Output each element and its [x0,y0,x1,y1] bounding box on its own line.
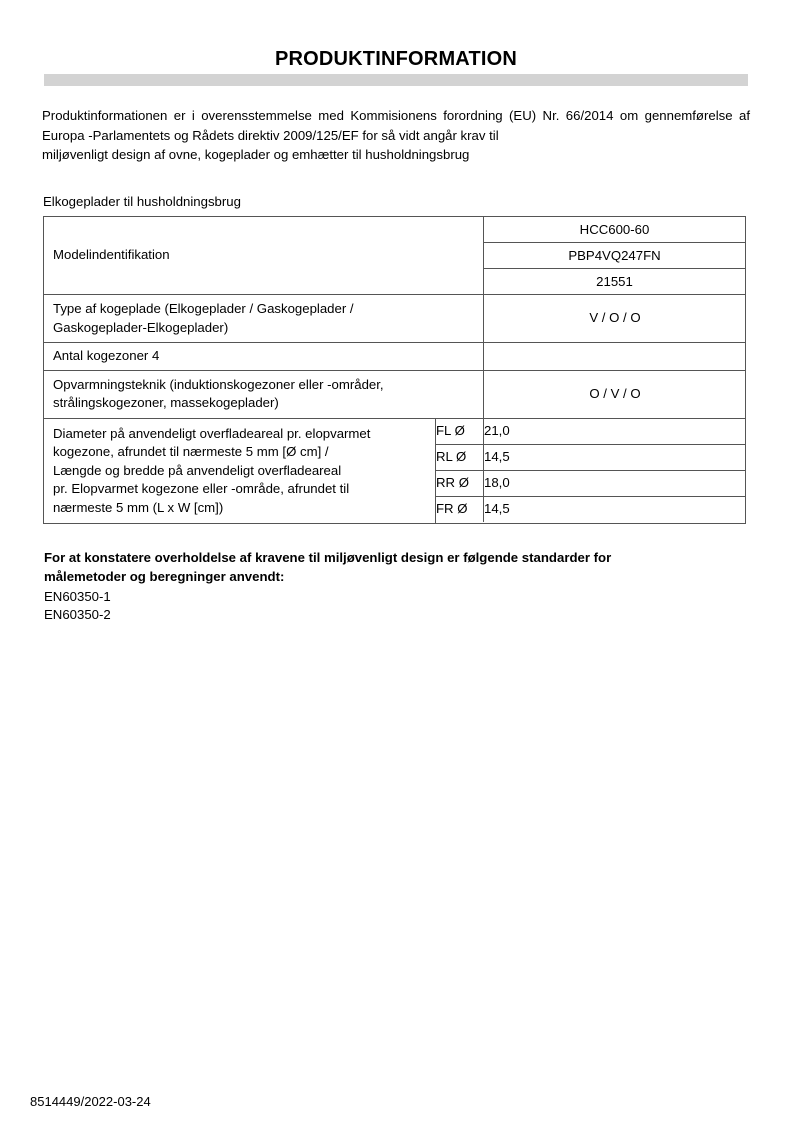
intro-line-1: Produktinformationen er i overensstemmelse med Kommisionens forordning (EU) Nr. 66/2014 [42,108,614,123]
zone-tag-front-right: FR Ø [436,496,484,522]
section-caption: Elkogeplader til husholdningsbrug [43,194,241,209]
table-row-zone-diameter [44,418,746,524]
zone-tag-rear-right: RR Ø [436,470,484,496]
zone-diameter-label-line-4: pr. Elopvarmet kogezone eller -område, afrundet til [53,481,350,497]
zone-value-front-right: 14,5 [484,501,510,516]
zone-tag-rear-left: RL Ø [436,444,484,470]
model-identification-value-1: HCC600-60 [484,217,745,243]
zone-diameter-value-list [436,419,745,522]
model-identification-value-3: 21551 [596,273,633,289]
zone-count-value [484,343,745,370]
hob-type-label-line-2: Gaskogeplader-Elkogeplader) [53,319,229,335]
page-title: PRODUKTINFORMATION [274,48,518,70]
table-row [436,419,745,445]
cell-zone-diameter-values [436,419,745,524]
zone-diameter-label-line-2: kogezone, afrundet til nærmeste 5 mm [Ø cm] / [53,444,329,460]
cell-zone-count-label [44,343,484,371]
intro-line-3: miljøvenligt design af ovne, kogeplader og emhætter til husholdningsbrug [42,147,470,162]
zone-diameter-label-line-1: Diameter på anvendeligt overfladeareal pr. elopvarmet [53,425,371,441]
table-row-model-identification [44,217,746,295]
zone-value-front-left: 21,0 [484,419,746,445]
table-row [436,444,745,470]
zone-tag-front-left: FL Ø [436,419,484,445]
hob-type-label-line-1: Type af kogeplade (Elkogeplader / Gaskogeplader / [53,301,354,316]
heating-technology-label-line-2: strålingskogezoner, massekogeplader) [53,395,279,410]
cell-zone-diameter-label [44,419,436,524]
footer-document-reference: 8514449/2022-03-24 [30,1094,151,1109]
standard-item-2: EN60350-2 [44,606,111,622]
cell-heating-technology-label [44,370,484,418]
table-row-heating-technology [44,370,746,418]
model-identification-label: Modelindentifikation [53,247,170,263]
table-row-zone-count [44,343,746,371]
heating-technology-value: O / V / O [589,385,641,401]
list-item [484,269,745,295]
standards-list [44,588,111,623]
standards-heading-line-2: målemetoder og beregninger anvendt: [44,569,285,584]
specifications-table [43,216,746,524]
cell-zone-diameter [44,418,746,524]
table-row [436,496,745,522]
heating-technology-label-line-1: Opvarmningsteknik (induktionskogezoner eller -områder, [53,376,384,392]
list-item [484,243,745,269]
list-item [484,217,745,243]
standard-item-1: EN60350-1 [44,589,111,604]
model-identification-value-list [484,217,745,294]
table-row-hob-type [44,295,746,343]
table-row [436,470,745,496]
cell-hob-type-value [484,295,746,343]
cell-model-identification-label [44,217,484,295]
intro-paragraph [42,106,750,165]
cell-hob-type-label [44,295,484,343]
zone-value-rear-right: 18,0 [484,470,746,496]
intro-line-2: om gennemførelse af Europa -Parlamentets og Rådets direktiv 2009/125/EF for så vidt angår krav til [42,108,750,143]
zone-value-rear-left: 14,5 [484,444,746,470]
zone-count-label: Antal kogezoner 4 [53,348,160,363]
standards-heading [44,548,748,586]
cell-zone-count-value [484,343,746,371]
hob-type-value: V / O / O [589,310,641,326]
zone-diameter-label-line-5: nærmeste 5 mm (L x W [cm]) [53,499,224,515]
model-identification-value-2: PBP4VQ247FN [484,243,745,269]
zone-diameter-label-line-3: Længde og bredde på anvendeligt overfladeareal [53,462,342,478]
title-divider-bar [44,74,748,86]
cell-model-identification-values [484,217,746,295]
zone-diameter-layout [44,419,745,524]
standards-heading-line-1: For at konstatere overholdelse af kravene til miljøvenligt design er følgende standarder for [44,550,612,565]
cell-heating-technology-value [484,370,746,418]
